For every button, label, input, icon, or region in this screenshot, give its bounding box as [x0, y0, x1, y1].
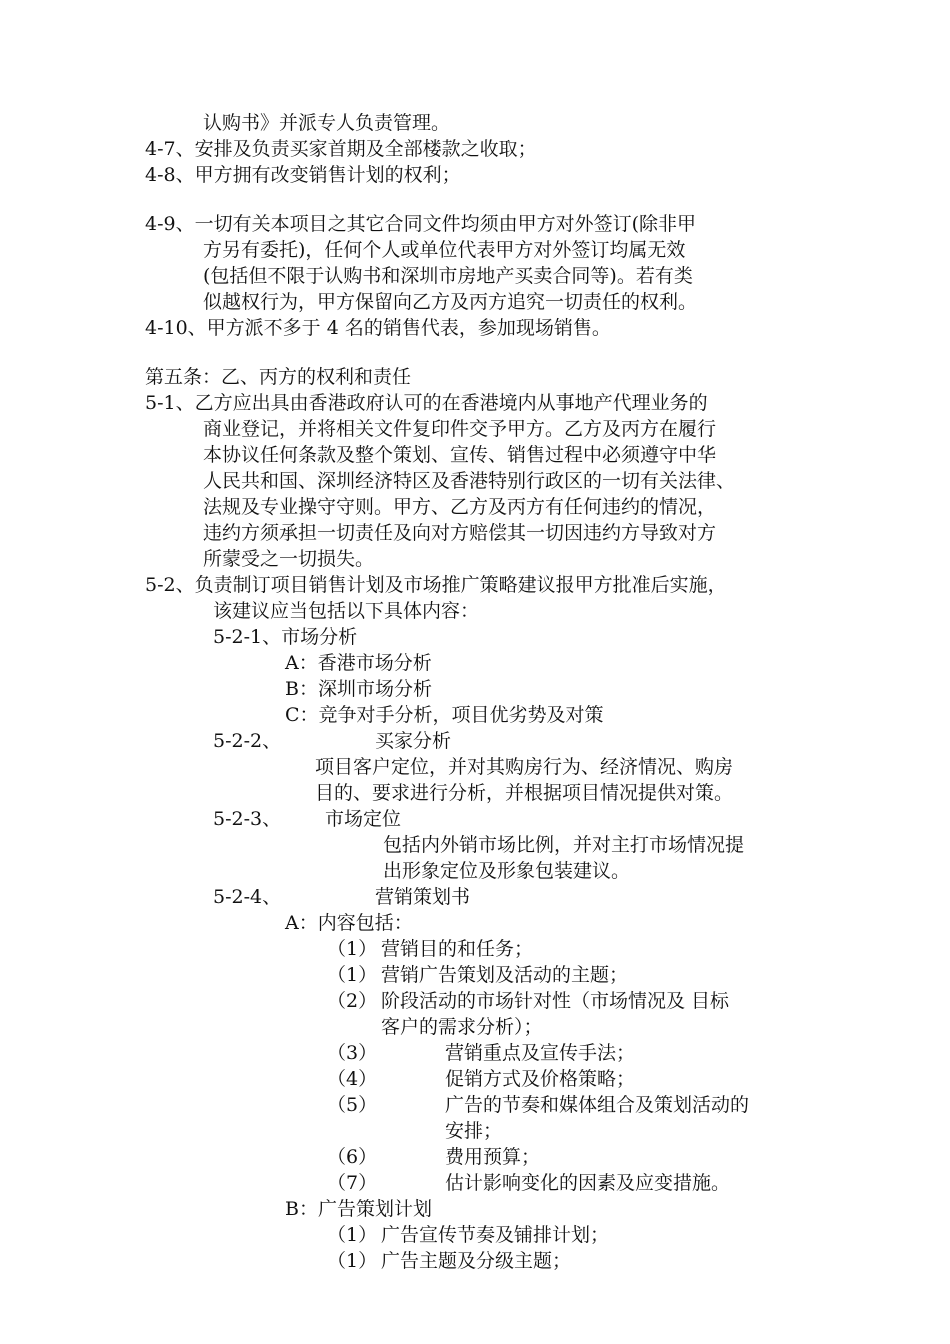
- list-number: （1）: [327, 964, 378, 986]
- list-number: （3）: [327, 1042, 378, 1064]
- text-line: 目的、要求进行分析，并根据项目情况提供对策。: [315, 782, 734, 804]
- text-line: (包括但不限于认购书和深圳市房地产买卖合同等)。若有类: [203, 265, 693, 287]
- list-text: 促销方式及价格策略；: [445, 1068, 636, 1090]
- list-item: A：内容包括：: [285, 912, 413, 934]
- list-number: （2）: [327, 990, 378, 1012]
- list-number: （7）: [327, 1172, 378, 1194]
- subsection-number: 5-2-2、: [213, 730, 282, 752]
- text-line: 方另有委托)，任何个人或单位代表甲方对外签订均属无效: [203, 239, 686, 261]
- list-text: 营销目的和任务；: [381, 938, 534, 960]
- text-line: 4-8、甲方拥有改变销售计划的权利；: [145, 164, 461, 186]
- text-line: 项目客户定位，并对其购房行为、经济情况、购房: [315, 756, 734, 778]
- list-number: （5）: [327, 1094, 378, 1116]
- text-line: 出形象定位及形象包装建议。: [383, 860, 631, 882]
- text-line: 4-10、甲方派不多于 4 名的销售代表，参加现场销售。: [145, 317, 611, 339]
- text-line: 商业登记，并将相关文件复印件交予甲方。乙方及丙方在履行: [203, 418, 717, 440]
- text-line: 认购书》并派专人负责管理。: [203, 112, 451, 134]
- list-text: 费用预算；: [445, 1146, 541, 1168]
- list-number: （1）: [327, 1250, 378, 1272]
- list-item: B：广告策划计划: [285, 1198, 432, 1220]
- text-line: 法规及专业操守守则。甲方、乙方及丙方有任何违约的情况，: [203, 496, 717, 518]
- text-line: 4-7、安排及负责买家首期及全部楼款之收取；: [145, 138, 537, 160]
- subsection-heading: 5-2-1、市场分析: [213, 626, 358, 648]
- text-line: 违约方须承担一切责任及向对方赔偿其一切因违约方导致对方: [203, 522, 717, 544]
- list-item: A：香港市场分析: [285, 652, 432, 674]
- list-text: 广告的节奏和媒体组合及策划活动的: [445, 1094, 750, 1116]
- text-line: 似越权行为，甲方保留向乙方及丙方追究一切责任的权利。: [203, 291, 698, 313]
- list-number: （6）: [327, 1146, 378, 1168]
- subsection-number: 5-2-3、: [213, 808, 282, 830]
- list-text: 客户的需求分析）；: [381, 1016, 543, 1038]
- list-item: C：竞争对手分析，项目优劣势及对策: [285, 704, 604, 726]
- list-text: 营销广告策划及活动的主题；: [381, 964, 629, 986]
- text-line: 5-1、乙方应出具由香港政府认可的在香港境内从事地产代理业务的: [145, 392, 708, 414]
- list-text: 广告主题及分级主题；: [381, 1250, 572, 1272]
- list-number: （1）: [327, 938, 378, 960]
- list-text: 阶段活动的市场针对性（市场情况及 目标: [381, 990, 730, 1012]
- subsection-title: 营销策划书: [375, 886, 471, 908]
- text-line: 本协议任何条款及整个策划、宣传、销售过程中必须遵守中华: [203, 444, 717, 466]
- subsection-title: 买家分析: [375, 730, 452, 752]
- text-line: 5-2、负责制订项目销售计划及市场推广策略建议报甲方批准后实施，: [145, 574, 727, 596]
- list-number: （1）: [327, 1224, 378, 1246]
- subsection-title: 市场定位: [325, 808, 402, 830]
- list-text: 营销重点及宣传手法；: [445, 1042, 636, 1064]
- list-text: 广告宣传节奏及铺排计划；: [381, 1224, 610, 1246]
- subsection-number: 5-2-4、: [213, 886, 282, 908]
- text-line: 所蒙受之一切损失。: [203, 548, 375, 570]
- section-heading: 第五条：乙、丙方的权利和责任: [145, 366, 412, 388]
- list-item: B：深圳市场分析: [285, 678, 432, 700]
- list-number: （4）: [327, 1068, 378, 1090]
- list-text: 估计影响变化的因素及应变措施。: [445, 1172, 731, 1194]
- list-text: 安排；: [445, 1120, 503, 1142]
- text-line: 包括内外销市场比例，并对主打市场情况提: [383, 834, 745, 856]
- text-line: 该建议应当包括以下具体内容：: [213, 600, 480, 622]
- text-line: 4-9、一切有关本项目之其它合同文件均须由甲方对外签订(除非甲: [145, 213, 697, 235]
- text-line: 人民共和国、深圳经济特区及香港特别行政区的一切有关法律、: [203, 470, 736, 492]
